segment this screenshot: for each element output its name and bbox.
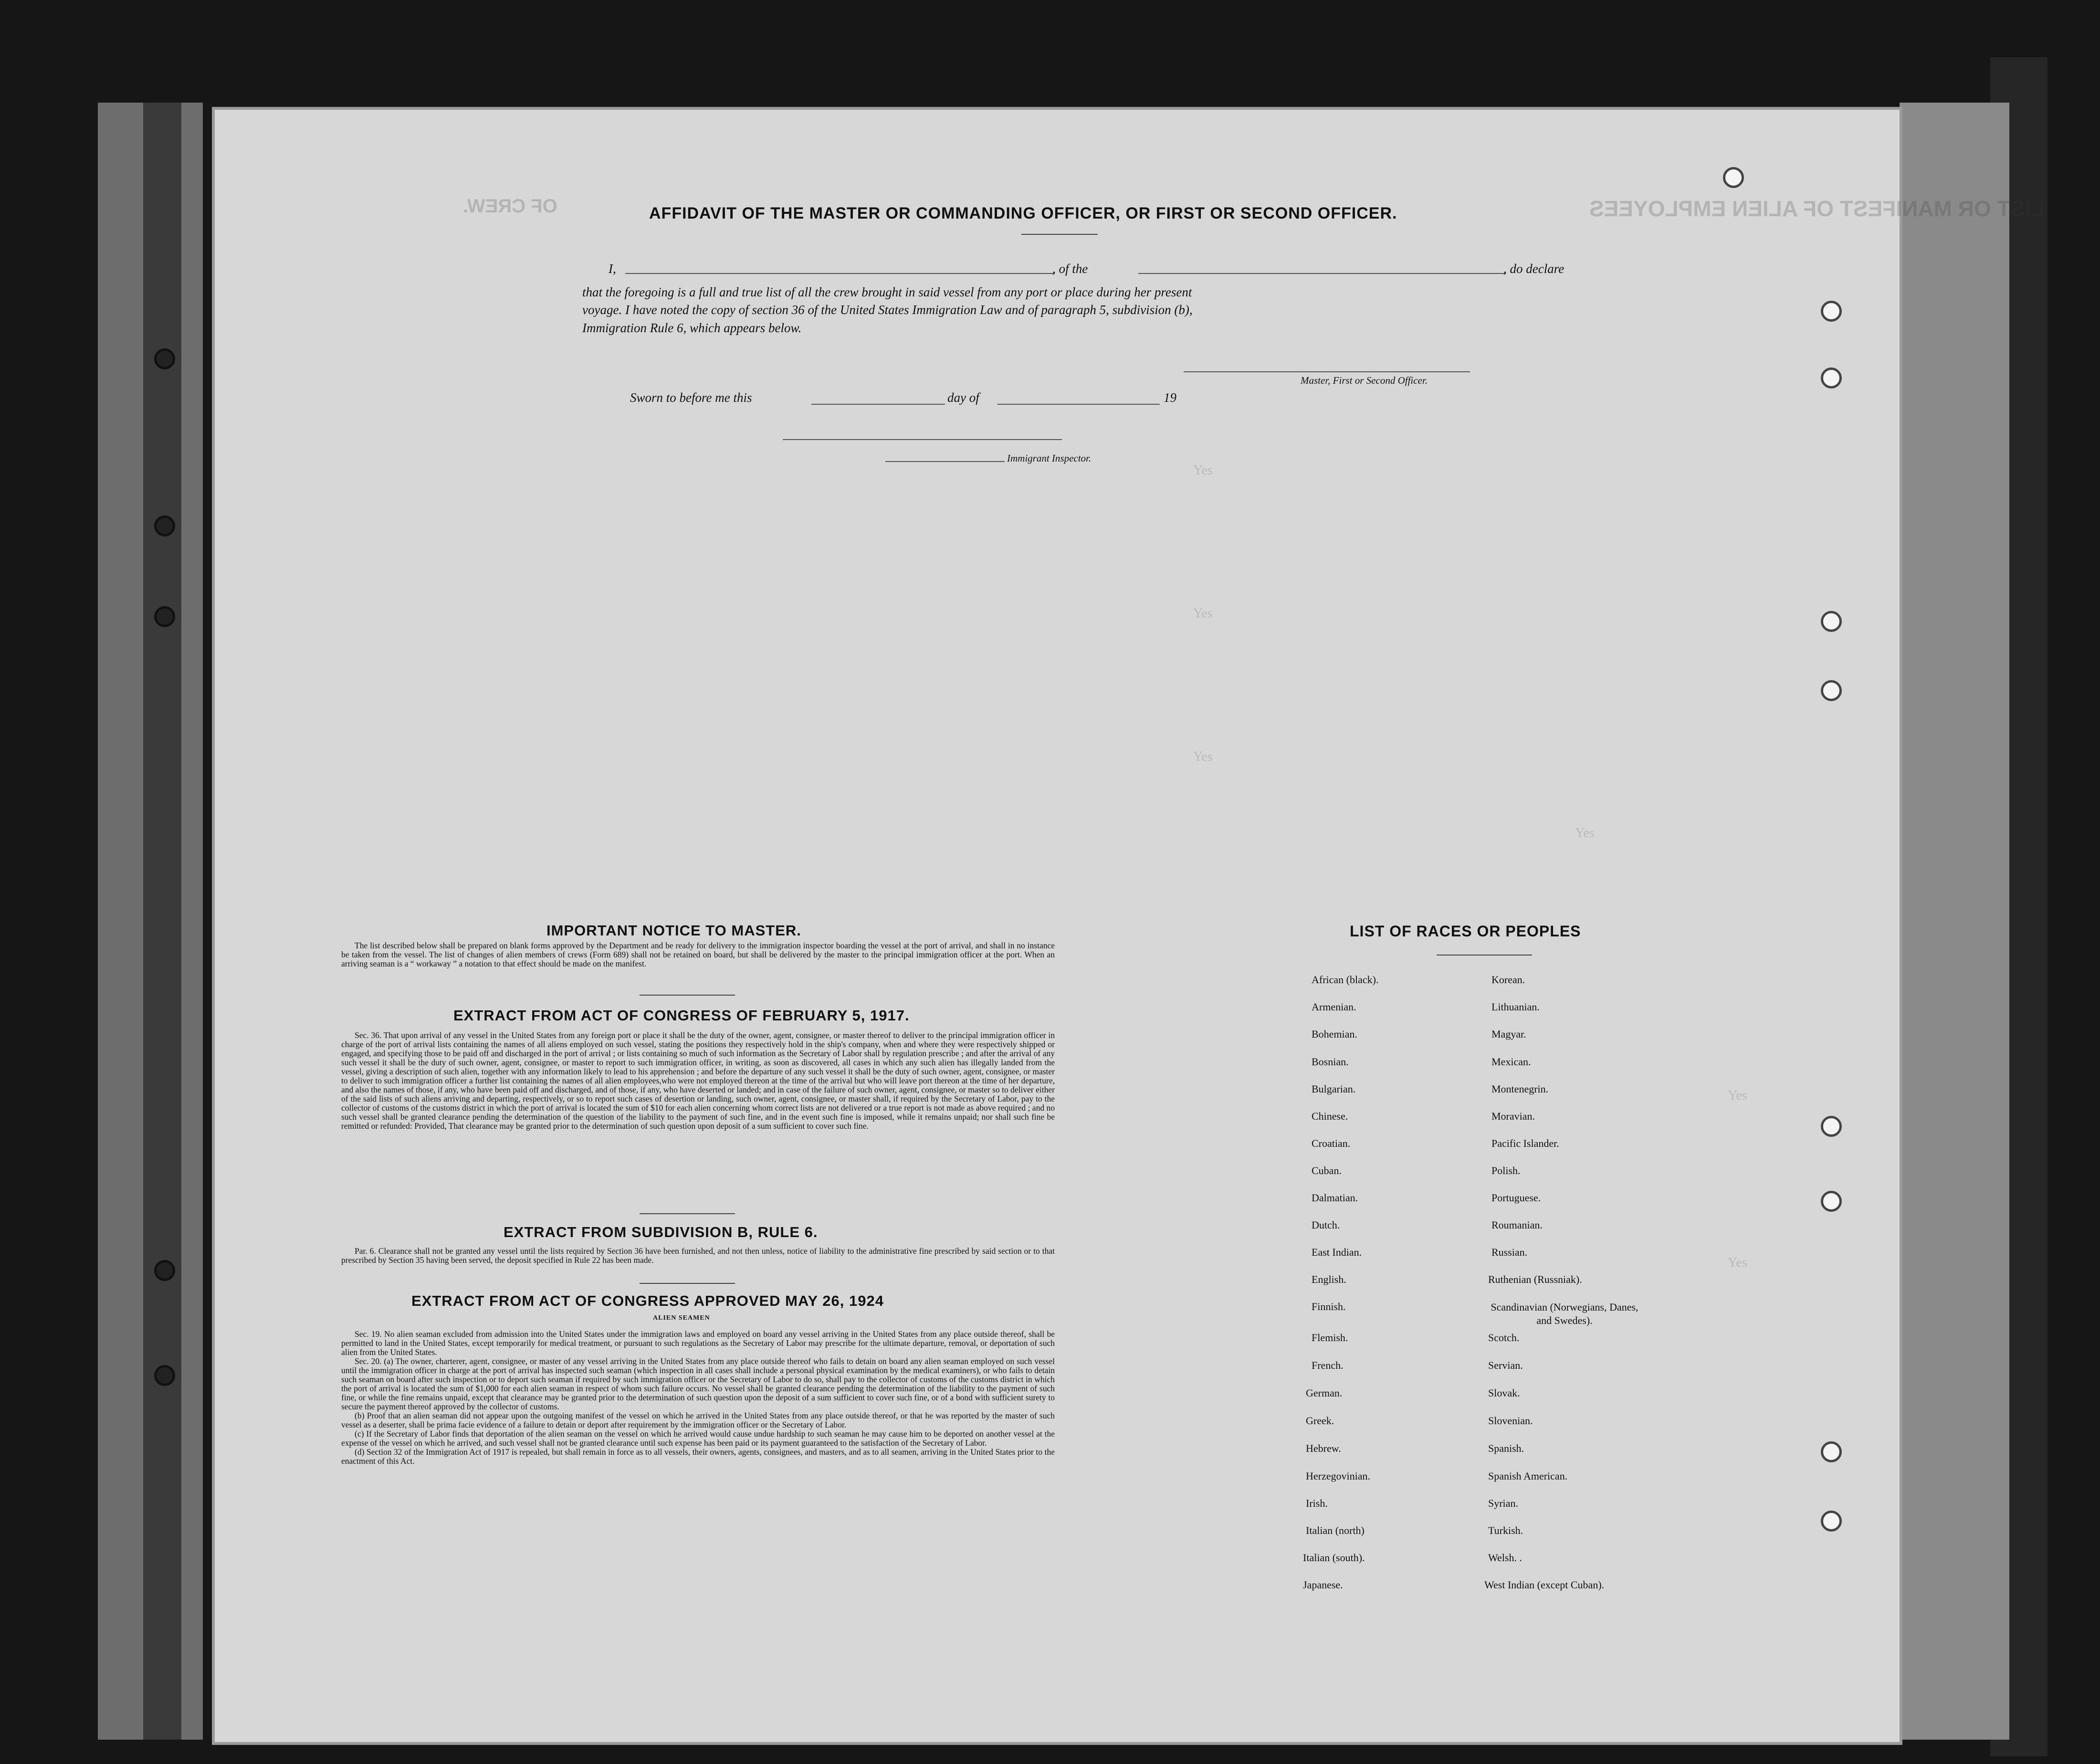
sec20a-paragraph: Sec. 20. (a) The owner, charterer, agent, consignee, or master of any vessel arriving in the United States from any place outside thereof who fails to detain on board any alien seaman employed on such vessel until the immigration officer in charge at the port of arrival has inspected such seaman (which inspection in all cases shall include a personal physical examination by the medical examiners), or who fails to detain such seaman on board after such inspection or to deport such seaman if required by such immigration officer or the Secretary of Labor to do so, shall pay to the collector of customs of the customs district in which the port of arrival is located the sum of $1,000 for each alien seaman in respect of whom such failure occurs. No vessel shall be granted clearance pending the determination of the liability to the payment of such fine, or while the fine remains unpaid, except that clearance may be granted prior to the determination of such question upon the deposit of a sum sufficient to cover such fine, or of a bond with sufficient surety to secure the payment thereof approved by the collector of customs. [341, 1356, 1055, 1411]
race-item: Hebrew. [1306, 1442, 1341, 1454]
sworn-month-blank[interactable] [998, 404, 1160, 405]
race-item: English. [1312, 1273, 1346, 1285]
bleed-through: LIST OR MANIFEST OF ALIEN EMPLOYEES [1589, 196, 2045, 221]
par6-paragraph: Par. 6. Clearance shall not be granted any vessel until the lists required by Section 36 have been furnished, and not then unless, notice of liability to the administrative fine prescribed by said section or to that prescribed by Section 35 having been served, the deposit specified in Rule 22 has been made. [341, 1246, 1055, 1265]
punch-hole [1723, 167, 1744, 188]
races-title: LIST OF RACES OR PEOPLES [1350, 923, 1581, 940]
race-item: Pacific Islander. [1491, 1137, 1559, 1149]
ghost-text: Yes [1193, 749, 1213, 764]
extract-1924-text [341, 1330, 1055, 1466]
ghost-text: Yes [1575, 826, 1595, 840]
race-item: Flemish. [1312, 1332, 1348, 1344]
affidavit-i: I, [609, 262, 616, 276]
ghost-text: Yes [1193, 463, 1213, 478]
race-item: Lithuanian. [1491, 1001, 1540, 1013]
sec36-paragraph: Sec. 36. That upon arrival of any vessel in the United States from any foreign port or place it shall be the duty of the owner, agent, consignee, or master thereof to deliver to the principal immigration officer in charge of the port of arrival lists containing the names of all aliens employed on such vessel, stating the positions they respectively hold in the ship's company, when and where they were respectively shipped or engaged, and specifying those to be paid off and discharged in the port of arrival ; or lists containing so much of such information as the Secretary of Labor shall by regulation prescribe ; and after the arrival of any such vessel it shall be the duty of such owner, agent, consignee, or master to report to such immigration officer, in writing, as soon as discovered, all cases in which any such alien has illegally landed from the vessel, giving a description of such alien, together with any information likely to lead to his apprehension ; and before the departure of any such vessel it shall be the duty of such owner, agent, consignee, or master to deliver to such immigration officer a further list containing the names of all alien employees,who were not employed thereon at the time of the arrival but who will leave port thereon at the time of her departure, and also the names of those, if any, who have been paid off and discharged, and of those, if any, who have deserted or landed; and in case of the failure of such owner, agent, consignee, or master so to deliver either of the said lists of such aliens arriving and departing, respectively, or so to report such cases of desertion or landing, such owner, agent, consignee, or master shall, if required by the Secretary of Labor, pay to the collector of customs of the customs district in which the port of arrival is located the sum of $10 for each alien concerning whom correct lists are not delivered or a true report is not made as above required ; and no such vessel shall be granted clearance pending the determination of the question of the liability to the payment of such fine, and in the event such fine is imposed, while it remains unpaid; nor shall such fine be remitted or refunded: Provided, That clearance may be granted prior to the determination of such question upon deposit of a sum sufficient to cover such fine. [341, 1030, 1055, 1131]
vessel-blank[interactable] [1138, 273, 1506, 274]
day-of-label: day of [947, 390, 979, 405]
affidavit-title: AFFIDAVIT OF THE MASTER OR COMMANDING OFFICER, OR FIRST OR SECOND OFFICER. [649, 204, 1397, 222]
race-item: Korean. [1491, 974, 1525, 986]
punch-hole [1821, 611, 1842, 632]
alien-seamen-subtitle: ALIEN SEAMEN [653, 1314, 710, 1322]
binder-hole [154, 348, 175, 369]
sec20c-paragraph: (c) If the Secretary of Labor finds that deportation of the alien seaman on the vessel on which he arrived would cause undue hardship to such seaman he may cause him to be deported on another vessel at the expense of the vessel on which he arrived, and such vessel shall not be granted clearance until such expense has been paid or its payment guaranteed to the satisfaction of the Secretary of Labor. [341, 1429, 1055, 1448]
section-rule [640, 995, 735, 996]
inspector-label: Immigrant Inspector. [1007, 452, 1092, 464]
race-item: Welsh. . [1488, 1552, 1522, 1564]
race-item: Bulgarian. [1312, 1083, 1356, 1095]
extract-rule6-text [341, 1247, 1055, 1265]
race-item: Italian (north) [1306, 1524, 1365, 1536]
race-item: Chinese. [1312, 1110, 1348, 1122]
race-item: Russian. [1491, 1246, 1528, 1258]
binder-right [1900, 103, 2009, 1740]
sec20b-paragraph: (b) Proof that an alien seaman did not appear upon the outgoing manifest of the vessel on which he arrived in the United States from any place outside thereof, or that he was reported by the master of such vessel as a deserter, shall be prima facie evidence of a failure to detain or deport after requirement by the immigration officer or the Secretary of Labor. [341, 1411, 1055, 1429]
race-item: Servian. [1488, 1359, 1523, 1371]
race-item: Armenian. [1312, 1001, 1356, 1013]
master-signature-line[interactable] [1184, 371, 1470, 372]
punch-hole [1821, 1441, 1842, 1462]
race-item: West Indian (except Cuban). [1484, 1579, 1605, 1591]
race-item: Dutch. [1312, 1219, 1340, 1231]
punch-hole [1821, 680, 1842, 701]
extract-1917-title: EXTRACT FROM ACT OF CONGRESS OF FEBRUARY 5, 1917. [453, 1007, 910, 1024]
race-item: Moravian. [1491, 1110, 1535, 1122]
notice-title: IMPORTANT NOTICE TO MASTER. [546, 922, 801, 939]
race-item: Greek. [1306, 1415, 1334, 1427]
race-item: East Indian. [1312, 1246, 1362, 1258]
section-rule [640, 1213, 735, 1214]
binder-hole [154, 1260, 175, 1281]
race-item: Finnish. [1312, 1301, 1346, 1312]
notice-text [341, 941, 1055, 968]
inspector-line-top[interactable] [783, 439, 1062, 440]
race-item: Bosnian. [1312, 1056, 1349, 1068]
race-item: Mexican. [1491, 1056, 1531, 1068]
race-item: Turkish. [1488, 1524, 1523, 1536]
inspector-line[interactable] [885, 461, 1005, 462]
race-item: Japanese. [1303, 1579, 1343, 1591]
race-item: Spanish American. [1488, 1470, 1568, 1482]
race-item: Herzegovinian. [1306, 1470, 1370, 1482]
race-item: Scotch. [1488, 1332, 1520, 1344]
race-item: Italian (south). [1303, 1552, 1365, 1564]
race-item: Magyar. [1491, 1028, 1526, 1040]
affidavit-line4: Immigration Rule 6, which appears below. [582, 321, 802, 335]
punch-hole [1821, 301, 1842, 322]
punch-hole [1821, 1116, 1842, 1137]
race-item: Ruthenian (Russniak). [1488, 1273, 1582, 1285]
sec19-paragraph: Sec. 19. No alien seaman excluded from admission into the United States under the immigration laws and employed on board any vessel arriving in the United States from any place outside thereof, shall be permitted to land in the United States, except temporarily for medical treatment, or pursuant to such regulations as the Secretary of Labor may prescribe for the ultimate departure, removal, or deportation of such alien from the United States. [341, 1329, 1055, 1357]
name-blank[interactable] [625, 273, 1055, 274]
sworn-day-blank[interactable] [811, 404, 945, 405]
race-item: Cuban. [1312, 1165, 1342, 1176]
race-item: Bohemian. [1312, 1028, 1357, 1040]
affidavit-declare: , do declare [1503, 262, 1564, 276]
extract-rule6-title: EXTRACT FROM SUBDIVISION B, RULE 6. [504, 1224, 818, 1240]
document-page [215, 110, 2045, 1742]
punch-hole [1821, 1511, 1842, 1532]
binder-hole [154, 606, 175, 627]
punch-hole [1821, 1191, 1842, 1212]
race-item: Syrian. [1488, 1497, 1518, 1509]
race-item: Portuguese. [1491, 1192, 1541, 1204]
sworn-label: Sworn to before me this [630, 390, 752, 405]
race-item: French. [1312, 1359, 1344, 1371]
race-item: Dalmatian. [1312, 1192, 1358, 1204]
notice-paragraph: The list described below shall be prepared on blank forms approved by the Department and be ready for delivery to the immigration inspector boarding the vessel at the port of arrival, and shall in no instance be taken from the vessel. The list of changes of alien members of crews (Form 689) shall not be retained on board, but shall be delivered by the master to the principal immigration officer at the port. When an arriving seaman is a “ workaway ” a notation to that effect should be made on the manifest. [341, 941, 1055, 968]
year-label: 19 [1164, 390, 1176, 405]
affidavit-of-the: , of the [1052, 262, 1088, 276]
extract-1917-text [341, 1031, 1055, 1131]
binder-hole [154, 515, 175, 536]
bleed-through: OF CREW. [463, 196, 557, 217]
ghost-text: Yes [1728, 1088, 1747, 1103]
extract-1924-title: EXTRACT FROM ACT OF CONGRESS APPROVED MAY 26, 1924 [411, 1292, 884, 1309]
races-rule [1437, 955, 1532, 956]
master-signature-label: Master, First or Second Officer. [1301, 375, 1428, 386]
sec20d-paragraph: (d) Section 32 of the Immigration Act of 1917 is repealed, but shall remain in force as to all vessels, their owners, agents, consignees, and masters, and as to all seamen, arriving in the United States prior to the enactment of this Act. [341, 1447, 1055, 1466]
race-item: Slovenian. [1488, 1415, 1533, 1427]
race-item: Irish. [1306, 1497, 1328, 1509]
race-item: Montenegrin. [1491, 1083, 1549, 1095]
ghost-text: Yes [1193, 606, 1213, 621]
ghost-text: Yes [1728, 1255, 1747, 1270]
affidavit-line3: voyage. I have noted the copy of section 36 of the United States Immigration Law and of paragraph 5, subdivision (b), [582, 303, 1193, 317]
race-item: Spanish. [1488, 1442, 1524, 1454]
race-item: Scandinavian (Norwegians, Danes, and Swedes). [1491, 1301, 1638, 1326]
race-item: African (black). [1312, 974, 1379, 986]
affidavit-line2: that the foregoing is a full and true list of all the crew brought in said vessel from any port or place during her present [582, 285, 1192, 299]
race-item: Polish. [1491, 1165, 1521, 1176]
punch-hole [1821, 368, 1842, 388]
race-item: Roumanian. [1491, 1219, 1543, 1231]
race-item: German. [1306, 1387, 1343, 1399]
title-rule [1021, 234, 1098, 235]
binder-hole [154, 1365, 175, 1386]
race-item: Slovak. [1488, 1387, 1520, 1399]
section-rule [640, 1283, 735, 1284]
race-item: Croatian. [1312, 1137, 1351, 1149]
